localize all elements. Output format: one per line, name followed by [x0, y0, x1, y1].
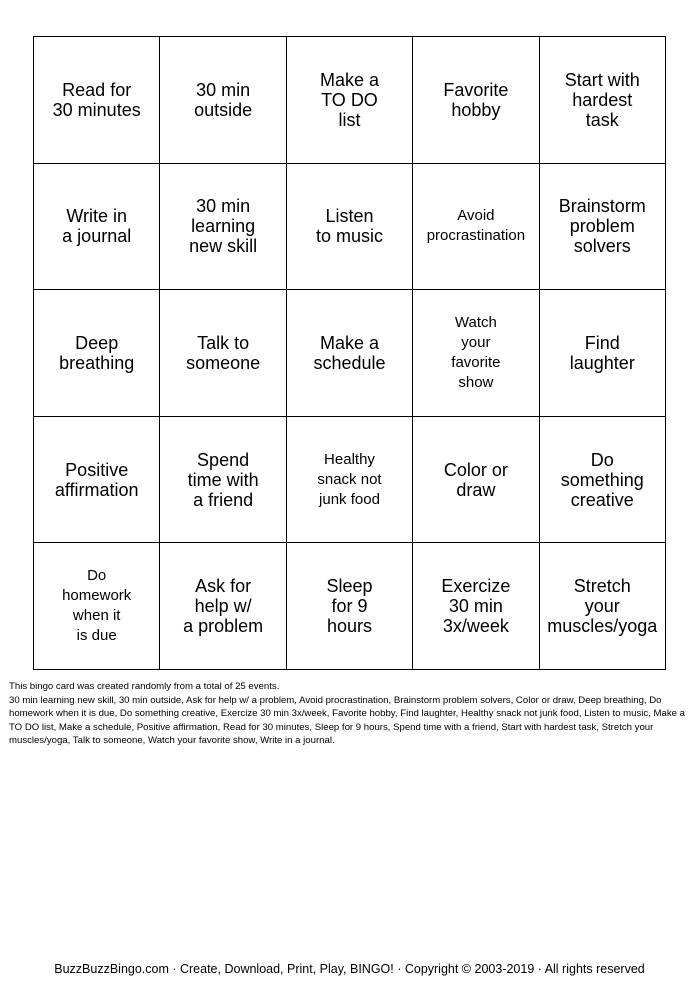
bingo-cell: Make a TO DO list: [287, 37, 413, 164]
bingo-cell: Brainstorm problem solvers: [540, 164, 666, 291]
bingo-cell: Ask for help w/ a problem: [160, 543, 286, 670]
bingo-cell: Color or draw: [413, 417, 539, 544]
bingo-cell: Spend time with a friend: [160, 417, 286, 544]
bingo-cell: Find laughter: [540, 290, 666, 417]
bingo-cell: Listen to music: [287, 164, 413, 291]
bingo-cell: Exercize 30 min 3x/week: [413, 543, 539, 670]
notes-summary: This bingo card was created randomly from a total of 25 events.: [9, 681, 280, 692]
bingo-cell: Sleep for 9 hours: [287, 543, 413, 670]
notes-event-list: 30 min learning new skill, 30 min outside, Ask for help w/ a problem, Avoid procrastination, Brainstorm problem solvers, Color or draw, Deep breathing, Do homework when it is due, Do something creative, Exercize 30 min 3x/week, Favorite hobby, Find laughter, Healthy snack not junk food, Listen to music, Make a TO DO list, Make a schedule, Positive affirmation, Read for 30 minutes, Sleep for 9 hours, Spend time with a friend, Start with hardest task, Stretch your muscles/yoga, Talk to someone, Watch your favorite show, Write in a journal.: [9, 694, 685, 746]
bingo-cell: Watch your favorite show: [413, 290, 539, 417]
card-notes: [9, 680, 693, 748]
bingo-cell: Start with hardest task: [540, 37, 666, 164]
bingo-cell: Avoid procrastination: [413, 164, 539, 291]
bingo-cell: Do something creative: [540, 417, 666, 544]
bingo-cell: 30 min learning new skill: [160, 164, 286, 291]
bingo-cell: Do homework when it is due: [34, 543, 160, 670]
bingo-grid: [33, 36, 666, 670]
bingo-cell: Favorite hobby: [413, 37, 539, 164]
bingo-cell: Write in a journal: [34, 164, 160, 291]
bingo-cell: Healthy snack not junk food: [287, 417, 413, 544]
bingo-cell: Talk to someone: [160, 290, 286, 417]
bingo-cell: Stretch your muscles/yoga: [540, 543, 666, 670]
bingo-cell: Deep breathing: [34, 290, 160, 417]
bingo-cell: Positive affirmation: [34, 417, 160, 544]
bingo-cell: Make a schedule: [287, 290, 413, 417]
bingo-cell: Read for 30 minutes: [34, 37, 160, 164]
bingo-cell: 30 min outside: [160, 37, 286, 164]
page-footer: BuzzBuzzBingo.com · Create, Download, Print, Play, BINGO! · Copyright © 2003-2019 · All rights reserved: [54, 962, 645, 976]
